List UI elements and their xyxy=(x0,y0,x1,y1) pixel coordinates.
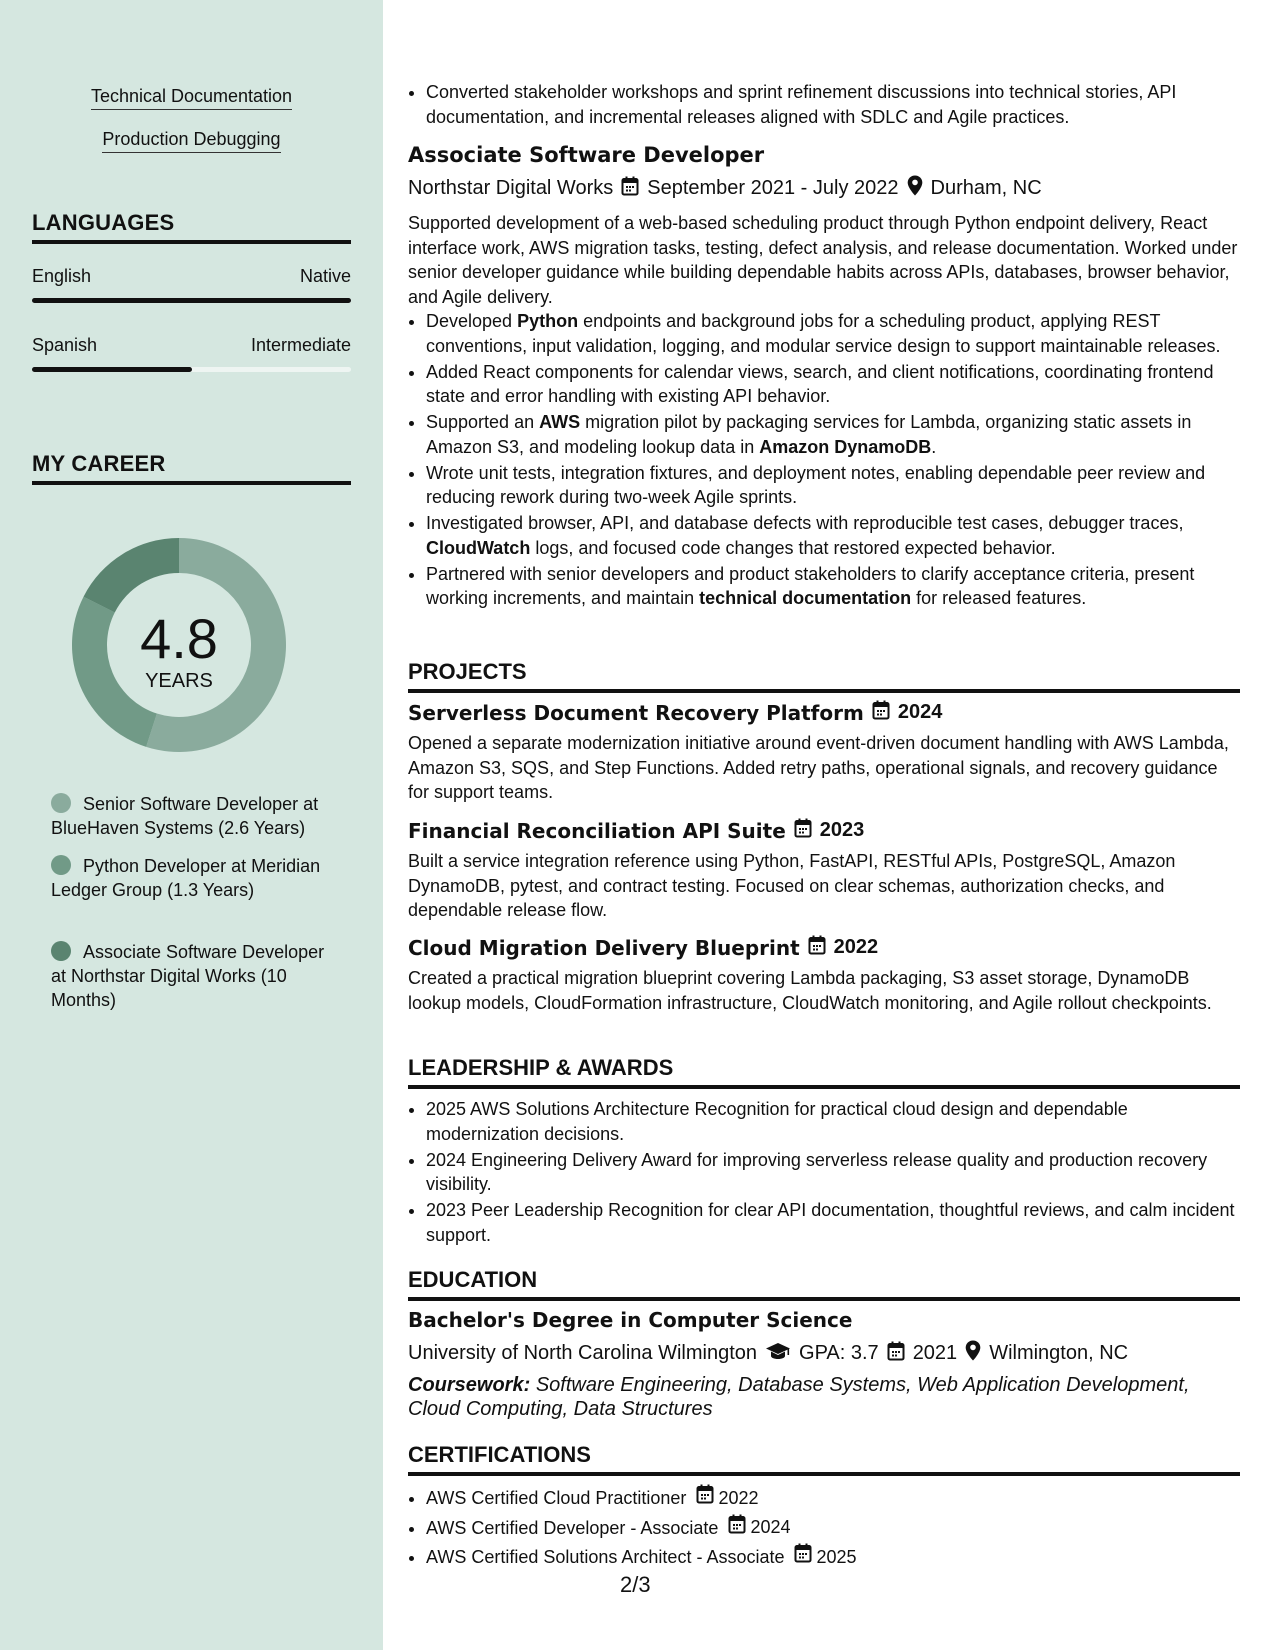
graduation-cap-icon xyxy=(765,1342,791,1366)
previous-job-bullets xyxy=(408,80,1240,131)
calendar-icon xyxy=(808,935,826,960)
project-description: Opened a separate modernization initiative around event-driven document handling with AWS Lambda, Amazon S3, SQS, and Step Functions. Added retry paths, operational signals, and recovery guidance for support teams. xyxy=(408,733,1229,802)
skill-tag: Technical Documentation xyxy=(0,86,383,107)
bullet-item: • Wrote unit tests, integration fixtures, and deployment notes, enabling dependable peer review and reducing rework during two-week Agile sprints. xyxy=(426,461,1240,510)
gpa: GPA: 3.7 xyxy=(799,1342,879,1364)
location-pin-icon xyxy=(965,1340,981,1367)
language-level: Intermediate xyxy=(250,335,351,355)
legend-dot xyxy=(51,941,71,961)
career-legend-item: Associate Software Developer at Northstar Digital Works (10 Months) xyxy=(51,942,325,1010)
bullet-item: • Partnered with senior developers and product stakeholders to clarify acceptance criteria, present working increments, and maintain technical documentation for released features. xyxy=(426,562,1240,611)
language-name: Spanish xyxy=(32,335,98,355)
project-year: 2022 xyxy=(833,936,879,958)
career-unit: YEARS xyxy=(145,670,213,692)
career-heading: MY CAREER xyxy=(32,451,351,485)
calendar-icon xyxy=(794,1543,812,1571)
certifications-list xyxy=(408,1484,1240,1573)
language-name: English xyxy=(32,266,92,286)
sidebar xyxy=(0,0,383,1650)
job-bullets xyxy=(408,309,1240,612)
bullet-item: • Supported an AWS migration pilot by packaging services for Lambda, organizing static assets in Amazon S3, and modeling lookup data in Amazon DynamoDB. xyxy=(426,410,1240,459)
calendar-icon xyxy=(621,176,639,202)
project-title: Serverless Document Recovery Platform xyxy=(408,700,864,725)
certification-item: • AWS Certified Cloud Practitioner 2022 xyxy=(426,1484,1240,1512)
coursework xyxy=(408,1373,1240,1421)
award-item: • 2023 Peer Leadership Recognition for clear API documentation, thoughtful reviews, and calm incident support. xyxy=(426,1198,1240,1247)
career-total: 4.8 xyxy=(140,607,218,670)
language-bar-fill xyxy=(32,367,192,372)
calendar-icon xyxy=(794,818,812,843)
certification-item: • AWS Certified Developer - Associate 2024 xyxy=(426,1514,1240,1542)
career-legend-item: Senior Software Developer at BlueHaven Systems (2.6 Years) xyxy=(51,794,319,838)
calendar-icon xyxy=(872,700,890,725)
project-item xyxy=(408,700,1240,805)
degree-title: Bachelor's Degree in Computer Science xyxy=(408,1308,853,1332)
career-donut-chart xyxy=(64,530,294,760)
project-title: Cloud Migration Delivery Blueprint xyxy=(408,935,800,960)
project-title: Financial Reconciliation API Suite xyxy=(408,818,786,843)
languages-heading: LANGUAGES xyxy=(32,210,351,244)
legend-dot xyxy=(51,793,71,813)
job-summary: Supported development of a web-based scheduling product through Python endpoint delivery, React interface work, AWS migration tasks, testing, defect analysis, and release documentation. Worked under senior developer guidance while building dependable habits across APIs, databases, browser behavior, and Agile delivery. xyxy=(408,213,1238,307)
bullet-item: • Added React components for calendar views, search, and client notifications, coordinating frontend state and error handling with existing API behavior. xyxy=(426,360,1240,409)
language-level: Native xyxy=(299,266,351,286)
job-meta xyxy=(408,175,1240,202)
bullet-item: • Investigated browser, API, and database defects with reproducible test cases, debugger traces, CloudWatch logs, and focused code changes that restored expected behavior. xyxy=(426,511,1240,560)
calendar-icon xyxy=(728,1514,746,1542)
calendar-icon xyxy=(696,1484,714,1512)
projects-heading: PROJECTS xyxy=(408,659,1240,693)
project-description: Created a practical migration blueprint covering Lambda packaging, S3 asset storage, DynamoDB lookup models, CloudFormation infrastructure, CloudWatch monitoring, and Agile rollout checkpoints. xyxy=(408,968,1212,1013)
language-row xyxy=(32,266,351,287)
awards-list xyxy=(408,1097,1240,1249)
calendar-icon xyxy=(887,1341,905,1367)
project-item xyxy=(408,935,1240,1015)
donut-segment xyxy=(84,538,179,613)
skill-tag: Production Debugging xyxy=(0,129,383,150)
language-bar xyxy=(32,298,351,303)
school-name: University of North Carolina Wilmington xyxy=(408,1342,758,1364)
coursework-list: Software Engineering, Database Systems, Web Application Development, Cloud Computing, Data Structures xyxy=(408,1374,1190,1420)
career-legend-item: Python Developer at Meridian Ledger Group (1.3 Years) xyxy=(51,856,321,900)
project-description: Built a service integration reference using Python, FastAPI, RESTful APIs, PostgreSQL, Amazon DynamoDB, pytest, and contract testing. Focused on clear schemas, authorization checks, and dependable release flow. xyxy=(408,851,1176,920)
page-number: 2/3 xyxy=(620,1572,651,1597)
coursework-label: Coursework: xyxy=(408,1374,531,1396)
graduation-year: 2021 xyxy=(912,1342,958,1364)
job-title: Associate Software Developer xyxy=(408,143,765,167)
location-pin-icon xyxy=(907,175,923,202)
school-location: Wilmington, NC xyxy=(989,1342,1129,1364)
education-heading: EDUCATION xyxy=(408,1267,1240,1301)
job-location: Durham, NC xyxy=(930,177,1042,199)
company-name: Northstar Digital Works xyxy=(408,177,614,199)
award-item: • 2025 AWS Solutions Architecture Recognition for practical cloud design and dependable modernization decisions. xyxy=(426,1097,1240,1146)
awards-heading: LEADERSHIP & AWARDS xyxy=(408,1055,1240,1089)
language-row xyxy=(32,335,351,356)
award-item: • 2024 Engineering Delivery Award for improving serverless release quality and production recovery visibility. xyxy=(426,1148,1240,1197)
project-item xyxy=(408,818,1240,923)
language-bar-fill xyxy=(32,298,351,303)
project-year: 2024 xyxy=(897,701,943,723)
language-bar xyxy=(32,367,351,372)
certification-item: • AWS Certified Solutions Architect - Associate 2025 xyxy=(426,1543,1240,1571)
certifications-heading: CERTIFICATIONS xyxy=(408,1442,1240,1476)
project-year: 2023 xyxy=(819,819,865,841)
bullet-item: • Developed Python endpoints and background jobs for a scheduling product, applying REST conventions, input validation, logging, and modular service design to support maintainable releases. xyxy=(426,309,1240,358)
education-meta xyxy=(408,1340,1240,1367)
bullet-item: • Converted stakeholder workshops and sprint refinement discussions into technical stories, API documentation, and incremental releases aligned with SDLC and Agile practices. xyxy=(426,80,1240,129)
legend-dot xyxy=(51,855,71,875)
job-dates: September 2021 - July 2022 xyxy=(647,177,899,199)
